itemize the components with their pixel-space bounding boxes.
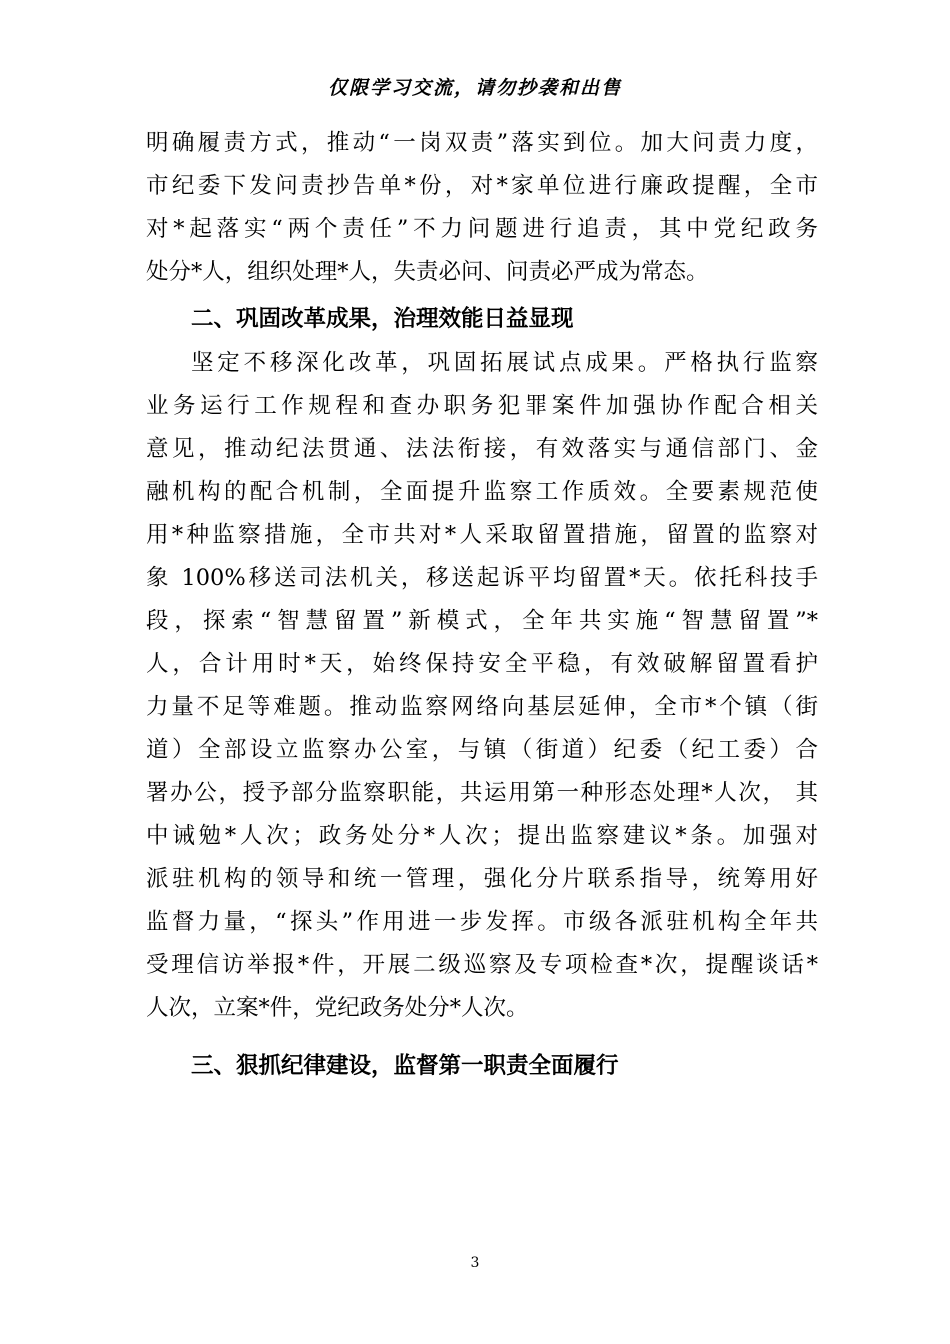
text-line: 明确履责方式，推动“一岗双责”落实到位。加大问责力度， xyxy=(146,130,818,156)
page-number: 3 xyxy=(470,1255,480,1271)
text-line: 人，合计用时*天，始终保持安全平稳，有效破解留置看护 xyxy=(146,651,818,677)
text-line: 坚定不移深化改革，巩固拓展试点成果。严格执行监察 xyxy=(191,350,818,376)
text-line: 受理信访举报*件，开展二级巡察及专项检查*次，提醒谈话* xyxy=(146,952,818,978)
text-line: 象 100%移送司法机关，移送起诉平均留置*天。依托科技手 xyxy=(146,565,818,591)
text-line: 处分*人，组织处理*人，失责必问、问责必严成为常态。 xyxy=(146,259,709,285)
text-line: 段，探索“智慧留置”新模式，全年共实施“智慧留置”* xyxy=(146,608,818,634)
page-header: 仅限学习交流，请勿抄袭和出售 xyxy=(327,77,622,99)
text-line: 用*种监察措施，全市共对*人采取留置措施，留置的监察对 xyxy=(146,522,818,548)
text-line: 对*起落实“两个责任”不力问题进行追责，其中党纪政务 xyxy=(146,216,818,242)
text-line: 派驻机构的领导和统一管理，强化分片联系指导，统筹用好 xyxy=(146,866,818,892)
paragraph-accountability xyxy=(146,122,818,294)
text-line: 意见，推动纪法贯通、法法衔接，有效落实与通信部门、金 xyxy=(146,436,818,462)
text-line: 监督力量，“探头”作用进一步发挥。市级各派驻机构全年共 xyxy=(146,909,818,935)
text-line: 人次，立案*件，党纪政务处分*人次。 xyxy=(146,995,529,1021)
text-line: 署办公，授予部分监察职能，共运用第一种形态处理*人次， 其 xyxy=(146,780,818,806)
section-heading-3: 三、狠抓纪律建设，监督第一职责全面履行 xyxy=(191,1053,619,1079)
text-line: 融机构的配合机制，全面提升监察工作质效。全要素规范使 xyxy=(146,479,818,505)
document-body xyxy=(146,122,818,1089)
text-line: 道）全部设立监察办公室，与镇（街道）纪委（纪工委）合 xyxy=(146,737,818,763)
paragraph-reform xyxy=(146,342,818,1030)
text-line: 力量不足等难题。推动监察网络向基层延伸，全市*个镇（街 xyxy=(146,694,818,720)
section-heading-2: 二、巩固改革成果，治理效能日益显现 xyxy=(191,306,574,332)
text-line: 中诫勉*人次；政务处分*人次；提出监察建议*条。加强对 xyxy=(146,823,818,849)
text-line: 业务运行工作规程和查办职务犯罪案件加强协作配合相关 xyxy=(146,393,818,419)
text-line: 市纪委下发问责抄告单*份，对*家单位进行廉政提醒，全市 xyxy=(146,173,818,199)
